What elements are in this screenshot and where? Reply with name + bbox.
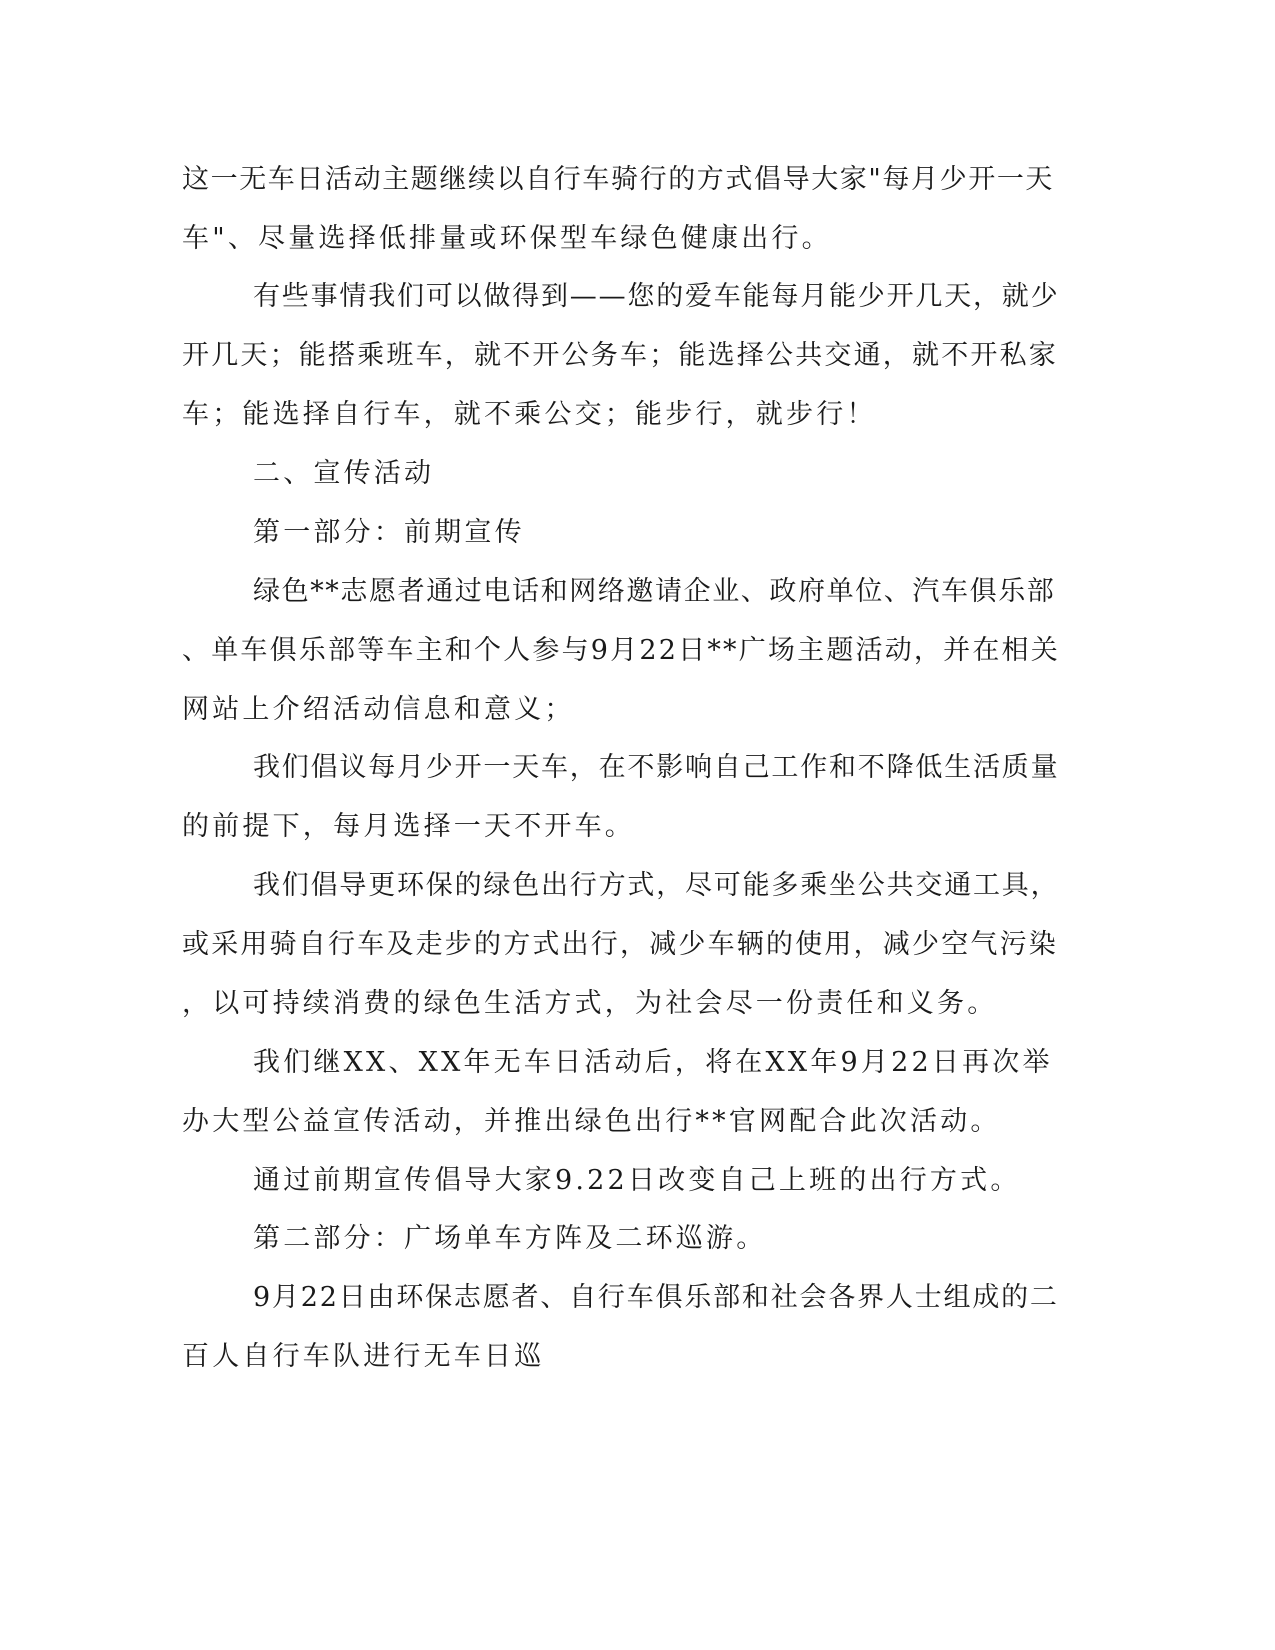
text-line: ，以可持续消费的绿色生活方式，为社会尽一份责任和义务。 xyxy=(182,988,998,1019)
text-line: 车；能选择自行车，就不乘公交；能步行，就步行！ xyxy=(182,399,877,430)
subsection-heading: 第二部分：广场单车方阵及二环巡游。 xyxy=(253,1223,767,1254)
section-heading: 二、宣传活动 xyxy=(253,458,435,489)
text-line: 开几天；能搭乘班车，就不开公务车；能选择公共交通，就不开私家 xyxy=(182,340,1058,371)
text-line: 、单车俱乐部等车主和个人参与9月22日**广场主题活动，并在相关 xyxy=(182,635,1060,666)
text-line: 或采用骑自行车及走步的方式出行，减少车辆的使用，减少空气污染 xyxy=(182,929,1058,960)
subsection-heading: 第一部分：前期宣传 xyxy=(253,517,525,548)
text-line: 办大型公益宣传活动，并推出绿色出行**官网配合此次活动。 xyxy=(182,1106,1001,1137)
text-line: 我们继XX、XX年无车日活动后，将在XX年9月22日再次举 xyxy=(253,1047,1053,1078)
text-line: 网站上介绍活动信息和意义； xyxy=(182,694,575,725)
text-line: 的前提下，每月选择一天不开车。 xyxy=(182,811,635,842)
text-line: 有些事情我们可以做得到——您的爱车能每月能少开几天，就少 xyxy=(253,281,1060,312)
text-line: 车"、尽量选择低排量或环保型车绿色健康出行。 xyxy=(182,223,832,254)
text-line: 百人自行车队进行无车日巡 xyxy=(182,1341,545,1372)
text-line: 这一无车日活动主题继续以自行车骑行的方式倡导大家"每月少开一天 xyxy=(182,164,1055,195)
text-line: 9月22日由环保志愿者、自行车俱乐部和社会各界人士组成的二 xyxy=(253,1282,1059,1313)
text-line: 通过前期宣传倡导大家9.22日改变自己上班的出行方式。 xyxy=(253,1165,1021,1196)
text-line: 我们倡议每月少开一天车，在不影响自己工作和不降低生活质量 xyxy=(253,752,1060,783)
text-line: 绿色**志愿者通过电话和网络邀请企业、政府单位、汽车俱乐部 xyxy=(253,576,1056,607)
text-line: 我们倡导更环保的绿色出行方式，尽可能多乘坐公共交通工具， xyxy=(253,870,1060,901)
